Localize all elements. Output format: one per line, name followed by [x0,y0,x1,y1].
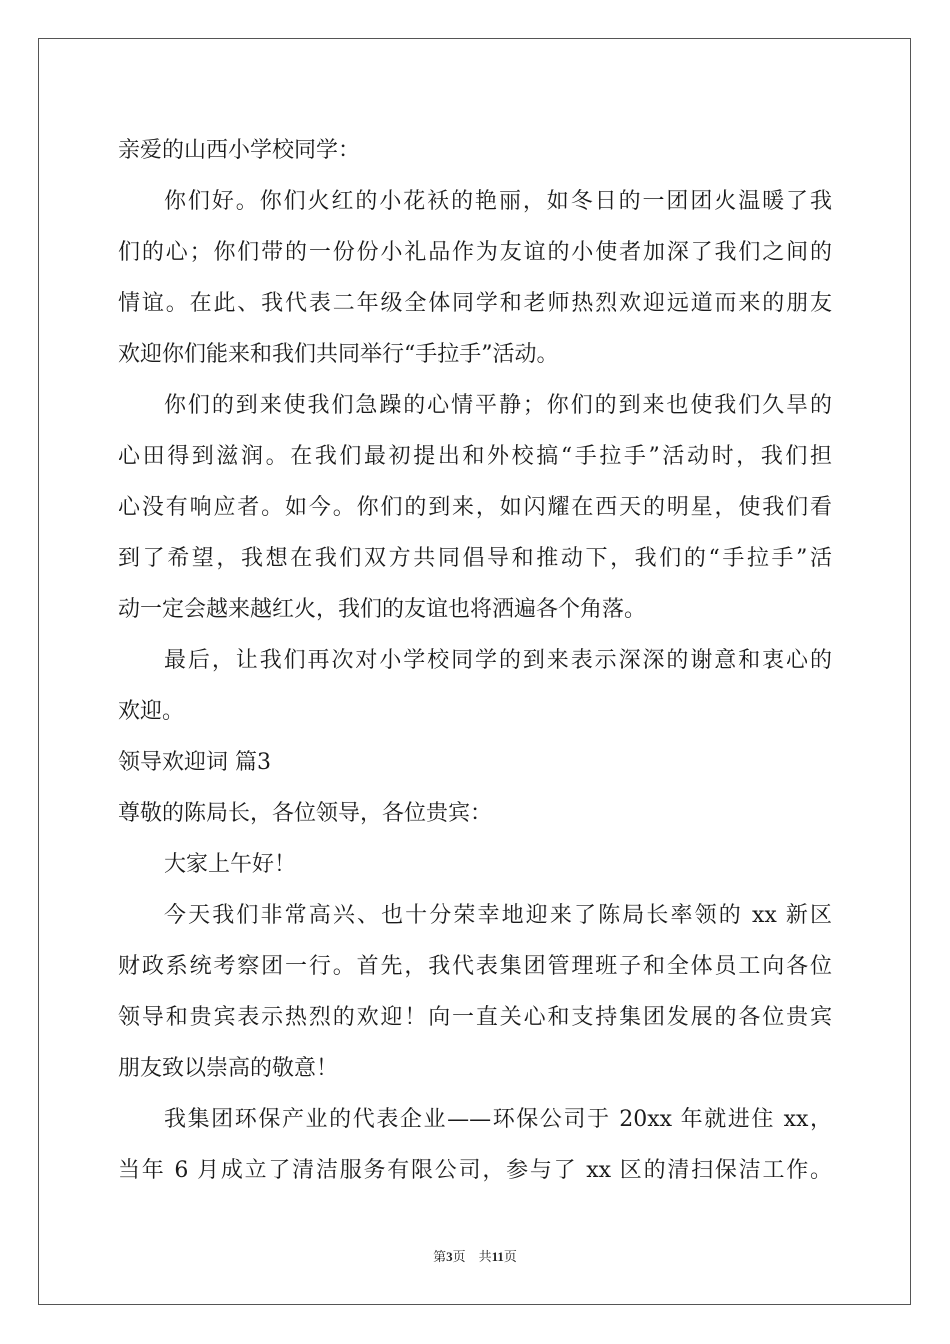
footer-prefix: 第 [433,1250,447,1265]
text-line: 我集团环保产业的代表企业——环保公司于 20xx 年就进住 xx， [164,1107,832,1132]
text-line: 到了希望，我想在我们双方共同倡导和推动下，我们的“手拉手”活 [118,546,832,571]
text-line: 当年 6 月成立了清洁服务有限公司，参与了 xx 区的清扫保洁工作。 [118,1158,832,1183]
text-line: 情谊。在此、我代表二年级全体同学和老师热烈欢迎远道而来的朋友 [118,291,832,316]
document-body [118,125,832,1196]
text-line: 亲爱的山西小学校同学： [118,138,361,163]
text-line: 领导和贵宾表示热烈的欢迎！向一直关心和支持集团发展的各位贵宾 [118,1005,832,1030]
text-line: 们的心；你们带的一份份小礼品作为友谊的小使者加深了我们之间的 [118,240,832,265]
text-line: 你们的到来使我们急躁的心情平静；你们的到来也使我们久旱的 [164,393,832,418]
footer-page-number: 3 [446,1249,453,1264]
text-line: 财政系统考察团一行。首先，我代表集团管理班子和全体员工向各位 [118,954,832,979]
text-line: 今天我们非常高兴、也十分荣幸地迎来了陈局长率领的 xx 新区 [164,903,832,928]
text-line: 你们好。你们火红的小花袄的艳丽，如冬日的一团团火温暖了我 [164,189,832,214]
footer-total-pages: 11 [491,1249,504,1264]
text-line: 欢迎你们能来和我们共同举行“手拉手”活动。 [118,342,559,367]
footer-middle: 页 共 [452,1250,492,1265]
text-line: 大家上午好！ [164,852,297,877]
text-line: 朋友致以崇高的敬意！ [118,1056,339,1081]
text-line: 尊敬的陈局长，各位领导，各位贵宾： [118,801,493,826]
text-line: 领导欢迎词 篇3 [118,750,271,775]
text-line: 欢迎。 [118,699,185,724]
text-line: 心田得到滋润。在我们最初提出和外校搞“手拉手”活动时，我们担 [118,444,832,469]
text-line: 动一定会越来越红火，我们的友谊也将洒遍各个角落。 [118,597,647,622]
page-footer [0,1246,950,1265]
footer-suffix: 页 [503,1250,517,1265]
text-line: 最后，让我们再次对小学校同学的到来表示深深的谢意和衷心的 [164,648,832,673]
text-line: 心没有响应者。如今。你们的到来，如闪耀在西天的明星，使我们看 [118,495,832,520]
